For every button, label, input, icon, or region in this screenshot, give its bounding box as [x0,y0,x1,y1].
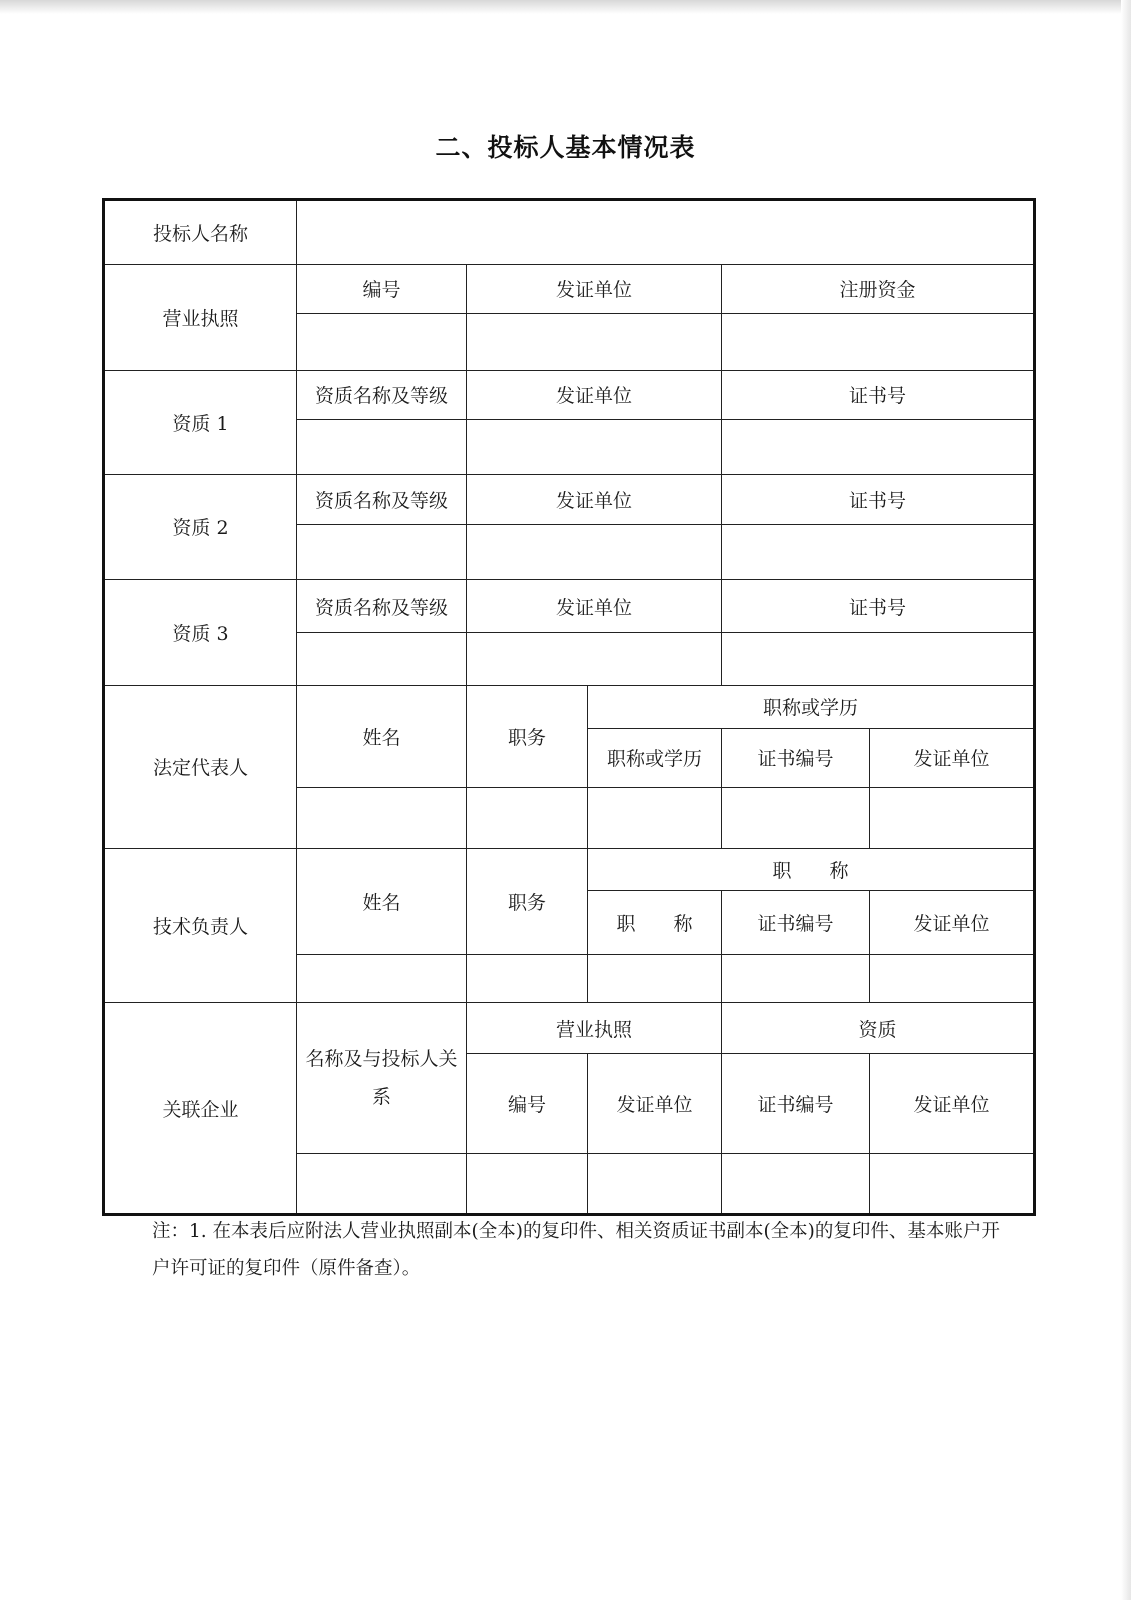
affiliate-label: 关联企业 [104,1003,297,1215]
scan-edge-right [1121,0,1131,1600]
bidder-name-label: 投标人名称 [104,200,297,265]
tech-lead-title-header: 职 称 [588,891,722,954]
affiliate-qual-group-header: 资质 [722,1003,1035,1054]
tech-lead-label: 技术负责人 [104,848,297,1003]
license-issuer-header: 发证单位 [467,265,722,314]
qual3-name-cell[interactable] [297,633,467,686]
legal-rep-position-header: 职务 [467,686,588,788]
legal-rep-title-cell[interactable] [588,787,722,848]
qual1-issuer-header: 发证单位 [467,370,722,419]
qual3-cert-header: 证书号 [722,580,1035,633]
registered-capital-cell[interactable] [722,313,1035,370]
legal-rep-issuer-cell[interactable] [870,787,1035,848]
legal-rep-name-header: 姓名 [297,686,467,788]
qual3-name-header: 资质名称及等级 [297,580,467,633]
qual1-cert-header: 证书号 [722,370,1035,419]
affiliate-qual-issuer-cell[interactable] [870,1153,1035,1214]
affiliate-license-number-header: 编号 [467,1054,588,1154]
tech-lead-cert-no-header: 证书编号 [722,891,870,954]
registered-capital-header: 注册资金 [722,265,1035,314]
qual2-name-cell[interactable] [297,525,467,580]
qual3-cert-cell[interactable] [722,633,1035,686]
qualification-3-label: 资质 3 [104,580,297,686]
qualification-1-label: 资质 1 [104,370,297,474]
qualification-2-label: 资质 2 [104,474,297,580]
scan-edge-top [0,0,1131,14]
tech-lead-position-cell[interactable] [467,954,588,1003]
legal-rep-name-cell[interactable] [297,787,467,848]
tech-lead-name-cell[interactable] [297,954,467,1003]
qual1-name-cell[interactable] [297,419,467,474]
license-issuer-cell[interactable] [467,313,722,370]
affiliate-name-cell[interactable] [297,1153,467,1214]
tech-lead-cert-no-cell[interactable] [722,954,870,1003]
legal-rep-title-group-header: 职称或学历 [588,686,1035,729]
qual2-issuer-header: 发证单位 [467,474,722,525]
affiliate-qual-issuer-header: 发证单位 [870,1054,1035,1154]
affiliate-license-group-header: 营业执照 [467,1003,722,1054]
affiliate-license-issuer-header: 发证单位 [588,1054,722,1154]
affiliate-qual-cert-no-header: 证书编号 [722,1054,870,1154]
legal-rep-position-cell[interactable] [467,787,588,848]
tech-lead-issuer-cell[interactable] [870,954,1035,1003]
tech-lead-name-header: 姓名 [297,848,467,954]
tech-lead-title-group-header: 职 称 [588,848,1035,891]
license-number-header: 编号 [297,265,467,314]
tech-lead-position-header: 职务 [467,848,588,954]
license-number-cell[interactable] [297,313,467,370]
qual1-name-header: 资质名称及等级 [297,370,467,419]
qual2-issuer-cell[interactable] [467,525,722,580]
qual3-issuer-header: 发证单位 [467,580,722,633]
affiliate-license-number-cell[interactable] [467,1153,588,1214]
legal-rep-title-header: 职称或学历 [588,728,722,787]
table-note: 注：1. 在本表后应附法人营业执照副本(全本)的复印件、相关资质证书副本(全本)的复印件、基本账户开户许可证的复印件（原件备查）。 [152,1221,1000,1279]
tech-lead-title-cell[interactable] [588,954,722,1003]
legal-rep-issuer-header: 发证单位 [870,728,1035,787]
tech-lead-issuer-header: 发证单位 [870,891,1035,954]
qual1-issuer-cell[interactable] [467,419,722,474]
bidder-name-cell[interactable] [297,200,1035,265]
page-title: 二、投标人基本情况表 [435,133,696,162]
legal-rep-label: 法定代表人 [104,686,297,849]
qual1-cert-cell[interactable] [722,419,1035,474]
business-license-label: 营业执照 [104,265,297,371]
affiliate-name-relation-header: 名称及与投标人关系 [297,1003,467,1154]
legal-rep-cert-no-cell[interactable] [722,787,870,848]
qual2-cert-header: 证书号 [722,474,1035,525]
qual2-name-header: 资质名称及等级 [297,474,467,525]
qual2-cert-cell[interactable] [722,525,1035,580]
affiliate-qual-cert-no-cell[interactable] [722,1153,870,1214]
bidder-info-table [102,198,1036,1216]
affiliate-license-issuer-cell[interactable] [588,1153,722,1214]
legal-rep-cert-no-header: 证书编号 [722,728,870,787]
qual3-issuer-cell[interactable] [467,633,722,686]
